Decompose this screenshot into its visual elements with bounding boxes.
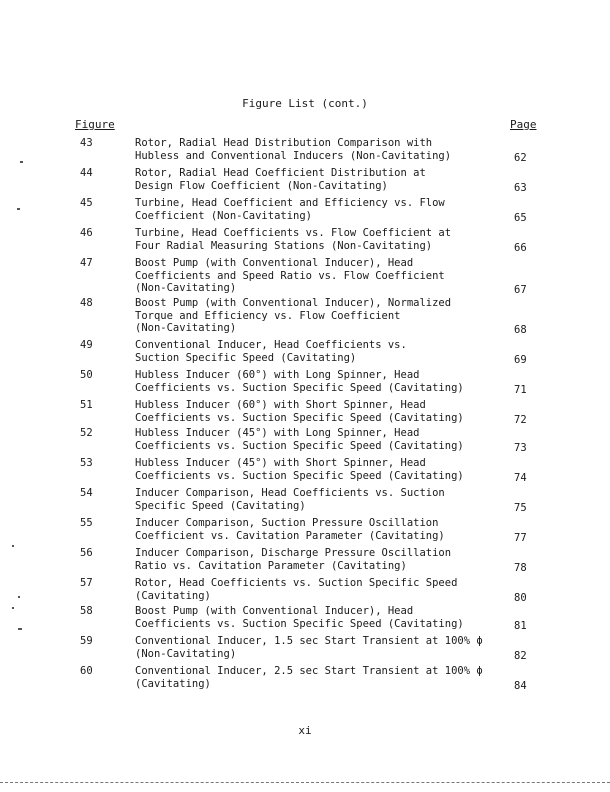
caption-line: (Non-Cavitating): [135, 282, 237, 294]
figure-number: 47: [80, 257, 93, 269]
figure-page-number: 81: [514, 619, 527, 632]
caption-line: Boost Pump (with Conventional Inducer), Head: [135, 605, 414, 617]
figure-page-number: 80: [514, 591, 527, 604]
figure-number: 53: [80, 457, 93, 469]
caption-line: Coefficients vs. Suction Specific Speed (Cavitating): [135, 381, 464, 394]
caption-line: Torque and Efficiency vs. Flow Coefficient: [135, 309, 401, 322]
page-title: Figure List (cont.): [242, 97, 368, 110]
figure-caption: [135, 487, 505, 512]
caption-line: Coefficients and Speed Ratio vs. Flow Coefficient: [135, 269, 445, 282]
figure-page-number: 84: [514, 679, 527, 692]
figure-caption: [135, 547, 505, 572]
figure-page-number: 82: [514, 649, 527, 662]
margin-mark: [12, 545, 14, 547]
caption-line: Turbine, Head Coefficient and Efficiency vs. Flow: [135, 197, 445, 209]
caption-line: (Cavitating): [135, 589, 211, 602]
figure-caption: [135, 297, 505, 335]
caption-line: Conventional Inducer, 1.5 sec Start Transient at 100% ϕ: [135, 635, 483, 647]
caption-line: Coefficients vs. Suction Specific Speed (Cavitating): [135, 469, 464, 482]
margin-mark: [18, 596, 20, 598]
caption-line: Hubless Inducer (60°) with Long Spinner, Head: [135, 369, 420, 381]
figure-number: 60: [80, 665, 93, 677]
caption-line: Coefficient (Non-Cavitating): [135, 209, 313, 222]
figure-page-number: 71: [514, 383, 527, 396]
figure-caption: [135, 665, 505, 690]
caption-line: Rotor, Head Coefficients vs. Suction Specific Speed: [135, 577, 458, 589]
margin-mark: [12, 607, 14, 609]
caption-line: Coefficients vs. Suction Specific Speed (Cavitating): [135, 439, 464, 452]
figure-number: 48: [80, 297, 93, 309]
caption-line: Design Flow Coefficient (Non-Cavitating): [135, 179, 388, 192]
figure-caption: [135, 197, 505, 222]
caption-line: Turbine, Head Coefficients vs. Flow Coefficient at: [135, 227, 452, 239]
figure-number: 46: [80, 227, 93, 239]
figure-number: 56: [80, 547, 93, 559]
figure-caption: [135, 517, 505, 542]
caption-line: Suction Specific Speed (Cavitating): [135, 351, 357, 364]
figure-caption: [135, 605, 505, 630]
caption-line: (Non-Cavitating): [135, 322, 237, 334]
caption-line: Coefficients vs. Suction Specific Speed (Cavitating): [135, 617, 464, 630]
caption-line: Boost Pump (with Conventional Inducer), Head: [135, 257, 414, 269]
page-column-header: Page: [510, 118, 537, 131]
caption-line: Inducer Comparison, Head Coefficients vs. Suction: [135, 487, 445, 499]
figure-page-number: 75: [514, 501, 527, 514]
figure-number: 51: [80, 399, 93, 411]
figure-number: 57: [80, 577, 93, 589]
figure-page-number: 65: [514, 211, 527, 224]
figure-caption: [135, 457, 505, 482]
caption-line: Hubless Inducer (60°) with Short Spinner, Head: [135, 399, 426, 411]
figure-page-number: 69: [514, 353, 527, 366]
figure-number: 44: [80, 167, 93, 179]
figure-page-number: 67: [514, 284, 527, 296]
caption-line: Inducer Comparison, Discharge Pressure Oscillation: [135, 547, 452, 559]
figure-page-number: 72: [514, 413, 527, 426]
figure-caption: [135, 137, 505, 162]
figure-page-number: 78: [514, 561, 527, 574]
scan-edge-line: [0, 782, 610, 783]
caption-line: Hubless Inducer (45°) with Short Spinner, Head: [135, 457, 426, 469]
figure-page-number: 73: [514, 441, 527, 454]
figure-page-number: 68: [514, 324, 527, 336]
figure-page-number: 63: [514, 181, 527, 194]
figure-number: 45: [80, 197, 93, 209]
caption-line: Rotor, Radial Head Distribution Comparison with: [135, 137, 433, 149]
caption-line: Ratio vs. Cavitation Parameter (Cavitating): [135, 559, 407, 572]
figure-number: 59: [80, 635, 93, 647]
caption-line: (Cavitating): [135, 677, 211, 690]
margin-mark: [17, 208, 20, 210]
caption-line: Boost Pump (with Conventional Inducer), Normalized: [135, 297, 452, 309]
figure-page-number: 77: [514, 531, 527, 544]
figure-number: 55: [80, 517, 93, 529]
figure-number: 58: [80, 605, 93, 617]
figure-number: 52: [80, 427, 93, 439]
margin-mark: [20, 161, 23, 163]
figure-caption: [135, 167, 505, 192]
figure-number: 49: [80, 339, 93, 351]
figure-column-header: Figure: [75, 118, 115, 131]
caption-line: Hubless Inducer (45°) with Long Spinner, Head: [135, 427, 420, 439]
figure-number: 43: [80, 137, 93, 149]
caption-line: Conventional Inducer, Head Coefficients vs.: [135, 339, 407, 351]
margin-mark: [18, 628, 22, 630]
figure-caption: [135, 339, 505, 364]
figure-page-number: 74: [514, 471, 527, 484]
figure-caption: [135, 577, 505, 602]
caption-line: Four Radial Measuring Stations (Non-Cavitating): [135, 239, 433, 252]
figure-page-number: 66: [514, 241, 527, 254]
caption-line: Specific Speed (Cavitating): [135, 499, 306, 512]
caption-line: Coefficient vs. Cavitation Parameter (Cavitating): [135, 529, 445, 542]
caption-line: Coefficients vs. Suction Specific Speed (Cavitating): [135, 411, 464, 424]
caption-line: (Non-Cavitating): [135, 647, 237, 660]
caption-line: Inducer Comparison, Suction Pressure Oscillation: [135, 517, 439, 529]
figure-page-number: 62: [514, 151, 527, 164]
figure-number: 50: [80, 369, 93, 381]
figure-caption: [135, 257, 505, 295]
figure-caption: [135, 635, 505, 660]
figure-caption: [135, 427, 505, 452]
page-number-footer: xi: [298, 724, 312, 737]
figure-caption: [135, 227, 505, 252]
figure-number: 54: [80, 487, 93, 499]
figure-caption: [135, 399, 505, 424]
caption-line: Hubless and Conventional Inducers (Non-Cavitating): [135, 149, 452, 162]
caption-line: Conventional Inducer, 2.5 sec Start Transient at 100% ϕ: [135, 665, 483, 677]
figure-caption: [135, 369, 505, 394]
caption-line: Rotor, Radial Head Coefficient Distribution at: [135, 167, 426, 179]
